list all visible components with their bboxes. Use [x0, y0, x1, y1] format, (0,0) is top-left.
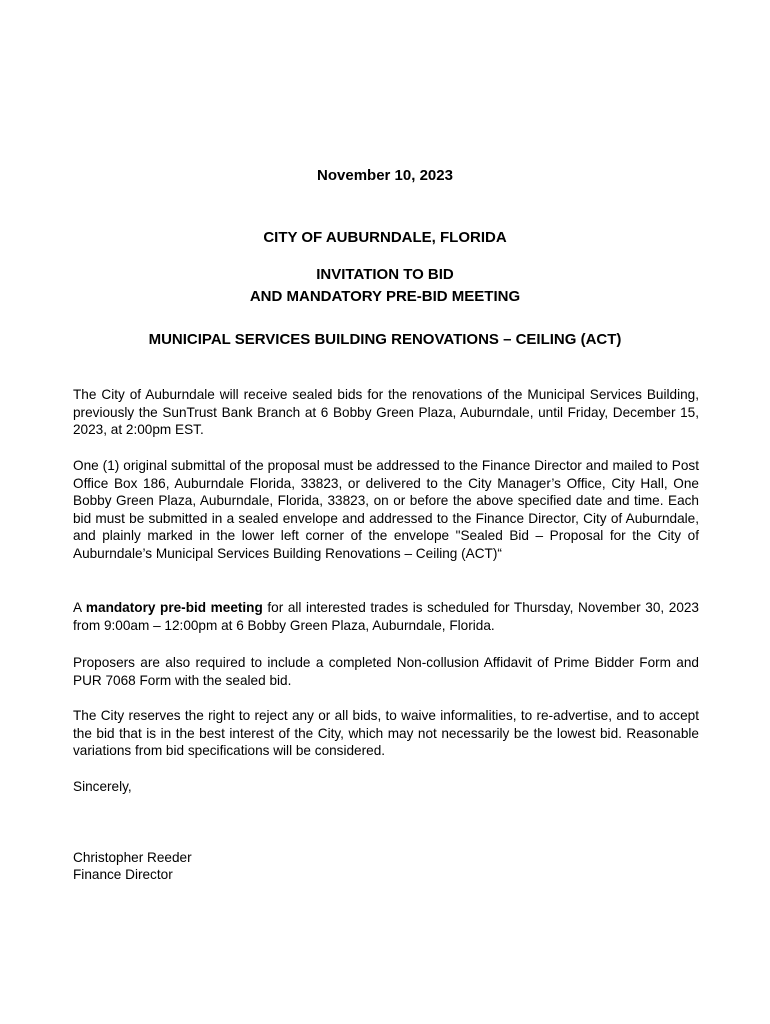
- closing: Sincerely,: [73, 779, 132, 794]
- heading-line-1: INVITATION TO BID: [316, 266, 454, 283]
- pre-bid-details: for all interested trades is scheduled for Thursday, November 30, 2023 from 9:00am – 12:00pm at 6 Bobby Green Plaza, Auburndale, Florida.: [73, 600, 699, 633]
- project-title: MUNICIPAL SERVICES BUILDING RENOVATIONS – CEILING (ACT): [148, 331, 622, 348]
- paragraph-required-forms: Proposers are also required to include a completed Non-collusion Affidavit of Prime Bidder Form and PUR 7068 Form with the sealed bid.: [73, 655, 699, 688]
- paragraph-bid-deadline: The City of Auburndale will receive sealed bids for the renovations of the Municipal Services Building, previously the SunTrust Bank Branch at 6 Bobby Green Plaza, Auburndale, until Friday, December 15, 2023, at 2:00pm EST.: [73, 387, 699, 437]
- paragraph-city-rights: The City reserves the right to reject any or all bids, to waive informalities, to re-advertise, and to accept the bid that is in the best interest of the City, which may not necessarily be the lowest bid. Reasonable variations from bid specifications will be considered.: [73, 708, 699, 758]
- heading-line-2: AND MANDATORY PRE-BID MEETING: [249, 288, 521, 305]
- entity-name: CITY OF AUBURNDALE, FLORIDA: [263, 229, 507, 246]
- pre-bid-emphasis: mandatory pre-bid meeting: [85, 600, 263, 615]
- signer-title: Finance Director: [73, 867, 173, 882]
- pre-bid-prefix: A: [73, 600, 86, 615]
- paragraph-submission-instructions: One (1) original submittal of the proposal must be addressed to the Finance Director and mailed to Post Office Box 186, Auburndale Florida, 33823, or delivered to the City Manager’s Office, City Hall, One Bobby Green Plaza, Auburndale, Florida, 33823, on or before the above specified date and time. Each bid must be submitted in a sealed envelope and addressed to the Finance Director, City of Auburndale, and plainly marked in the lower left corner of the envelope "Sealed Bid – Proposal for the City of Auburndale’s Municipal Services Building Renovations – Ceiling (ACT)“: [73, 458, 699, 561]
- paragraph-pre-bid-meeting: [73, 599, 699, 634]
- letter-date: November 10, 2023: [317, 167, 453, 184]
- signer-name: Christopher Reeder: [73, 850, 192, 865]
